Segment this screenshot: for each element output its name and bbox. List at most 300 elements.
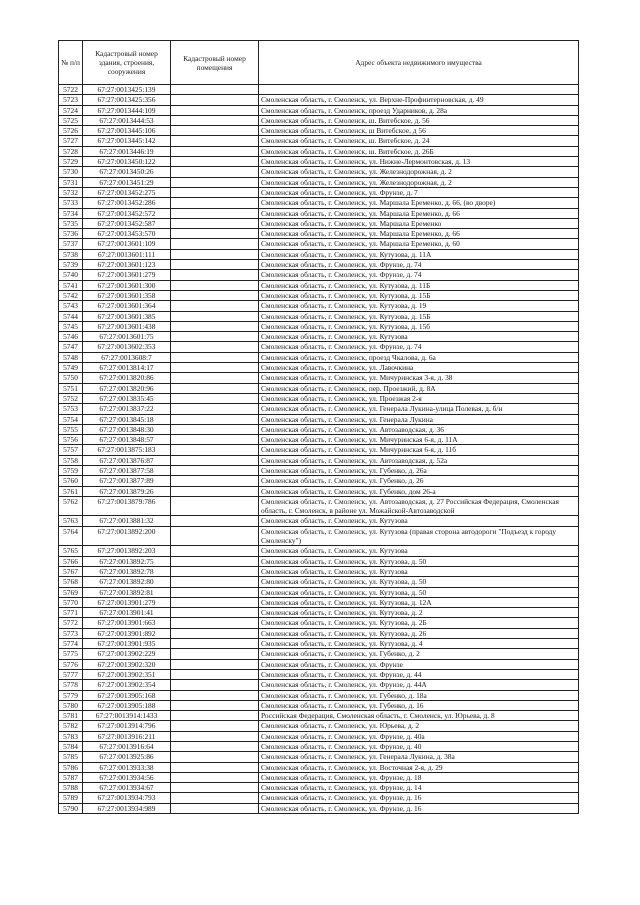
row-cadastral-building: 67:27:0013601:123 — [83, 260, 171, 270]
document-page — [58, 40, 578, 814]
row-cadastral-building: 67:27:0013934:67 — [83, 783, 171, 793]
row-number: 5761 — [59, 486, 83, 496]
row-number: 5790 — [59, 803, 83, 813]
row-number: 5748 — [59, 352, 83, 362]
table-row — [59, 404, 579, 414]
table-row — [59, 260, 579, 270]
row-address: Смоленская область, г. Смоленск, ул. Автозаводская, д. 27 Российская Федерация, Смоленская область, г. Смоленск, в районе ул. Можайской-Автозаводской — [259, 496, 579, 516]
row-cadastral-room — [171, 496, 259, 516]
table-row — [59, 280, 579, 290]
row-number: 5767 — [59, 566, 83, 576]
row-cadastral-room — [171, 404, 259, 414]
row-cadastral-building: 67:27:0013601:438 — [83, 321, 171, 331]
row-number: 5777 — [59, 669, 83, 679]
row-cadastral-building: 67:27:0013925:86 — [83, 752, 171, 762]
table-row — [59, 526, 579, 546]
row-address: Смоленская область, г. Смоленск, проезд Ударников, д. 28а — [259, 105, 579, 115]
row-number: 5789 — [59, 793, 83, 803]
row-cadastral-building: 67:27:0013902:354 — [83, 680, 171, 690]
row-address: Смоленская область, г. Смоленск, ул. Железнодорожная, д. 2 — [259, 167, 579, 177]
row-cadastral-building: 67:27:0013905:188 — [83, 700, 171, 710]
row-number: 5746 — [59, 332, 83, 342]
table-row — [59, 157, 579, 167]
table-row — [59, 126, 579, 136]
table-row — [59, 393, 579, 403]
row-address: Смоленская область, г. Смоленск, ул. Кутузова — [259, 566, 579, 576]
row-address: Смоленская область, г. Смоленск, ул. Маршала Еременко, д. 66, (во дворе) — [259, 198, 579, 208]
row-cadastral-room — [171, 229, 259, 239]
row-address: Смоленская область, г. Смоленск, ул. Кутузова, д. 4 — [259, 639, 579, 649]
row-number: 5754 — [59, 414, 83, 424]
row-number: 5750 — [59, 373, 83, 383]
row-cadastral-room — [171, 177, 259, 187]
table-row — [59, 465, 579, 475]
row-cadastral-building: 67:27:0013914:796 — [83, 721, 171, 731]
row-number: 5755 — [59, 424, 83, 434]
row-number: 5722 — [59, 85, 83, 95]
row-cadastral-room — [171, 690, 259, 700]
row-address: Смоленская область, г. Смоленск, ул. Мичуринская 6-я, д. 11А — [259, 435, 579, 445]
row-cadastral-room — [171, 680, 259, 690]
row-number: 5784 — [59, 742, 83, 752]
table-row — [59, 516, 579, 526]
row-cadastral-building: 67:27:0013933:38 — [83, 762, 171, 772]
row-address: Смоленская область, г. Смоленск, ул. Фрунзе — [259, 659, 579, 669]
table-row — [59, 649, 579, 659]
row-address: Смоленская область, г. Смоленск, ул. Фрунзе, д. 44 — [259, 669, 579, 679]
row-cadastral-room — [171, 597, 259, 607]
row-cadastral-building: 67:27:0013601:111 — [83, 249, 171, 259]
row-number: 5731 — [59, 177, 83, 187]
row-cadastral-building: 67:27:0013452:275 — [83, 187, 171, 197]
row-cadastral-room — [171, 301, 259, 311]
row-address: Смоленская область, г. Смоленск, ул. Фрунзе, д. 7 — [259, 187, 579, 197]
table-row — [59, 618, 579, 628]
row-number: 5739 — [59, 260, 83, 270]
row-address: Смоленская область, г. Смоленск, ул. Кутузова — [259, 516, 579, 526]
row-address: Смоленская область, г. Смоленск, ул. Фрунзе, д. 18 — [259, 772, 579, 782]
row-address: Смоленская область, г. Смоленск, ул. Восточная 2-я, д. 29 — [259, 762, 579, 772]
row-number: 5778 — [59, 680, 83, 690]
row-cadastral-building: 67:27:0013451:29 — [83, 177, 171, 187]
row-cadastral-room — [171, 239, 259, 249]
row-number: 5781 — [59, 711, 83, 721]
table-row — [59, 680, 579, 690]
row-number: 5763 — [59, 516, 83, 526]
row-cadastral-building: 67:27:0013934:56 — [83, 772, 171, 782]
row-number: 5780 — [59, 700, 83, 710]
row-address: Смоленская область, г. Смоленск, ул. Юрьева, д. 2 — [259, 721, 579, 731]
table-row — [59, 445, 579, 455]
row-address: Смоленская область, г. Смоленск, ул. Кутузова — [259, 546, 579, 556]
row-cadastral-building: 67:27:0013601:279 — [83, 270, 171, 280]
table-row — [59, 711, 579, 721]
row-cadastral-room — [171, 546, 259, 556]
table-row — [59, 455, 579, 465]
table-row — [59, 496, 579, 516]
row-cadastral-room — [171, 218, 259, 228]
row-address: Смоленская область, г. Смоленск, проезд Чкалова, д. 6а — [259, 352, 579, 362]
table-row — [59, 414, 579, 424]
row-number: 5723 — [59, 95, 83, 105]
row-number: 5745 — [59, 321, 83, 331]
row-cadastral-building: 67:27:0013914:1433 — [83, 711, 171, 721]
row-address: Смоленская область, г. Смоленск, ул. Автозаводская, д. 52а — [259, 455, 579, 465]
row-number: 5788 — [59, 783, 83, 793]
header-row — [59, 41, 579, 85]
table-row — [59, 742, 579, 752]
row-cadastral-building: 67:27:0013902:229 — [83, 649, 171, 659]
table-header — [59, 41, 579, 85]
row-address: Смоленская область, г. Смоленск, ул. Верхне-Профинтерновская, д. 49 — [259, 95, 579, 105]
row-number: 5768 — [59, 577, 83, 587]
row-number: 5766 — [59, 556, 83, 566]
row-address: Смоленская область, г. Смоленск, ул. Губенко, д. 18а — [259, 690, 579, 700]
table-row — [59, 731, 579, 741]
table-row — [59, 628, 579, 638]
table-row — [59, 115, 579, 125]
table-row — [59, 577, 579, 587]
row-cadastral-building: 67:27:0013450:122 — [83, 157, 171, 167]
row-cadastral-building: 67:27:0013425:139 — [83, 85, 171, 95]
table-row — [59, 249, 579, 259]
row-address: Смоленская область, г. Смоленск, ул. Кутузова, д. 50 — [259, 556, 579, 566]
row-cadastral-building: 67:27:0013934:989 — [83, 803, 171, 813]
row-address: Смоленская область, г. Смоленск, ул. Кутузова, д. 11Б — [259, 280, 579, 290]
row-cadastral-building: 67:27:0013445:106 — [83, 126, 171, 136]
row-address: Смоленская область, г. Смоленск, ул. Генерала Лукина, д. 38а — [259, 752, 579, 762]
row-address: Смоленская область, г. Смоленск, ул. Мичуринская 3-я, д. 38 — [259, 373, 579, 383]
row-cadastral-room — [171, 700, 259, 710]
row-address: Смоленская область, г. Смоленск, ул. Генерала Лукина — [259, 414, 579, 424]
row-cadastral-room — [171, 587, 259, 597]
table-row — [59, 373, 579, 383]
table-row — [59, 290, 579, 300]
row-cadastral-building: 67:27:0013934:793 — [83, 793, 171, 803]
row-cadastral-building: 67:27:0013453:570 — [83, 229, 171, 239]
row-cadastral-building: 67:27:0013452:286 — [83, 198, 171, 208]
row-cadastral-room — [171, 618, 259, 628]
row-cadastral-building: 67:27:0013452:587 — [83, 218, 171, 228]
row-address: Смоленская область, г. Смоленск, ул. Кутузова, д. 19 — [259, 301, 579, 311]
row-number: 5787 — [59, 772, 83, 782]
row-cadastral-building: 67:27:0013848:57 — [83, 435, 171, 445]
table-row — [59, 435, 579, 445]
row-address: Смоленская область, г. Смоленск, ш. Витебское, д. 56 — [259, 115, 579, 125]
row-address: Смоленская область, г. Смоленск, ул. Кутузова, д. 50 — [259, 587, 579, 597]
row-cadastral-building: 67:27:0013901:935 — [83, 639, 171, 649]
header-cadastral-building: Кадастровый номер здания, строения, сооружения — [83, 41, 171, 85]
row-number: 5757 — [59, 445, 83, 455]
row-address: Смоленская область, г. Смоленск, ул. Маршала Еременко, д. 60 — [259, 239, 579, 249]
row-cadastral-building: 67:27:0013877:89 — [83, 476, 171, 486]
row-cadastral-room — [171, 742, 259, 752]
row-address: Смоленская область, г. Смоленск, ул. Фрунзе, д. 40 — [259, 742, 579, 752]
row-number: 5770 — [59, 597, 83, 607]
row-cadastral-room — [171, 363, 259, 373]
row-cadastral-room — [171, 628, 259, 638]
row-cadastral-room — [171, 373, 259, 383]
row-number: 5742 — [59, 290, 83, 300]
row-cadastral-room — [171, 311, 259, 321]
row-cadastral-building: 67:27:0013892:75 — [83, 556, 171, 566]
row-number: 5734 — [59, 208, 83, 218]
row-number: 5729 — [59, 157, 83, 167]
row-address: Смоленская область, г. Смоленск, ул. Лавочкина — [259, 363, 579, 373]
row-cadastral-room — [171, 249, 259, 259]
header-number: № п/п — [59, 41, 83, 85]
row-cadastral-building: 67:27:0013916:211 — [83, 731, 171, 741]
table-row — [59, 608, 579, 618]
row-cadastral-room — [171, 157, 259, 167]
row-number: 5782 — [59, 721, 83, 731]
row-cadastral-building: 67:27:0013892:200 — [83, 526, 171, 546]
row-address: Смоленская область, г. Смоленск, ул. Губенко, д. 26а — [259, 465, 579, 475]
row-address: Смоленская область, г. Смоленск, ул. Кутузова, д. 15Б — [259, 290, 579, 300]
row-address: Смоленская область, г. Смоленск, ул. Кутузова — [259, 332, 579, 342]
row-address: Смоленская область, г. Смоленск, ул. Фрунзе, д. 44А — [259, 680, 579, 690]
row-cadastral-room — [171, 332, 259, 342]
row-cadastral-room — [171, 280, 259, 290]
row-cadastral-building: 67:27:0013848:30 — [83, 424, 171, 434]
table-row — [59, 424, 579, 434]
table-row — [59, 690, 579, 700]
row-cadastral-room — [171, 659, 259, 669]
row-cadastral-room — [171, 321, 259, 331]
table-row — [59, 239, 579, 249]
row-number: 5758 — [59, 455, 83, 465]
row-address: Смоленская область, г. Смоленск, ул. Кутузова (правая сторона автодороги "Подъезд к городу Смоленску") — [259, 526, 579, 546]
row-cadastral-room — [171, 290, 259, 300]
row-cadastral-room — [171, 752, 259, 762]
row-cadastral-building: 67:27:0013902:351 — [83, 669, 171, 679]
row-cadastral-building: 67:27:0013445:142 — [83, 136, 171, 146]
row-number: 5728 — [59, 146, 83, 156]
row-number: 5771 — [59, 608, 83, 618]
row-cadastral-building: 67:27:0013601:75 — [83, 332, 171, 342]
table-row — [59, 363, 579, 373]
row-cadastral-room — [171, 465, 259, 475]
table-body — [59, 85, 579, 814]
row-address: Смоленская область, г. Смоленск, ул. Фрунзе, д. 74 — [259, 342, 579, 352]
row-cadastral-building: 67:27:0013820:86 — [83, 373, 171, 383]
row-address: Смоленская область, г. Смоленск, ул. Мичуринская 6-я, д. 11б — [259, 445, 579, 455]
row-number: 5751 — [59, 383, 83, 393]
row-number: 5733 — [59, 198, 83, 208]
row-number: 5753 — [59, 404, 83, 414]
row-cadastral-room — [171, 455, 259, 465]
row-cadastral-building: 67:27:0013877:58 — [83, 465, 171, 475]
table-row — [59, 270, 579, 280]
table-row — [59, 95, 579, 105]
row-cadastral-room — [171, 136, 259, 146]
row-cadastral-building: 67:27:0013881:32 — [83, 516, 171, 526]
row-number: 5741 — [59, 280, 83, 290]
row-cadastral-building: 67:27:0013901:892 — [83, 628, 171, 638]
table-row — [59, 229, 579, 239]
row-address: Смоленская область, г. Смоленск, ул. Кутузова, д. 15б — [259, 321, 579, 331]
row-cadastral-room — [171, 566, 259, 576]
row-address: Смоленская область, г. Смоленск, ул. Автозаводская, д. 36 — [259, 424, 579, 434]
row-address: Смоленская область, г. Смоленск, ул. Губенко, д. 26 — [259, 476, 579, 486]
row-cadastral-room — [171, 711, 259, 721]
row-cadastral-room — [171, 608, 259, 618]
row-number: 5779 — [59, 690, 83, 700]
table-row — [59, 146, 579, 156]
row-address: Смоленская область, г. Смоленск, ул. Кутузова, д. 2Б — [259, 618, 579, 628]
row-address: Смоленская область, г. Смоленск, ул. Фрунзе, д. 74 — [259, 270, 579, 280]
table-row — [59, 700, 579, 710]
row-cadastral-building: 67:27:0013444:53 — [83, 115, 171, 125]
row-number: 5776 — [59, 659, 83, 669]
row-cadastral-building: 67:27:0013450:26 — [83, 167, 171, 177]
row-cadastral-room — [171, 803, 259, 813]
row-address: Смоленская область, г. Смоленск, ул. Маршала Еременко, д. 66 — [259, 208, 579, 218]
row-number: 5759 — [59, 465, 83, 475]
row-number: 5738 — [59, 249, 83, 259]
row-cadastral-room — [171, 424, 259, 434]
row-cadastral-building: 67:27:0013892:78 — [83, 566, 171, 576]
row-cadastral-building: 67:27:0013452:572 — [83, 208, 171, 218]
row-address: Смоленская область, г. Смоленск, ул. Кутузова, д. 15Б — [259, 311, 579, 321]
table-row — [59, 476, 579, 486]
row-number: 5737 — [59, 239, 83, 249]
table-row — [59, 669, 579, 679]
row-address: Смоленская область, г. Смоленск, ул. Железнодорожная, д. 2 — [259, 177, 579, 187]
row-cadastral-building: 67:27:0013444:109 — [83, 105, 171, 115]
table-row — [59, 566, 579, 576]
row-cadastral-building: 67:27:0013814:17 — [83, 363, 171, 373]
table-row — [59, 198, 579, 208]
table-row — [59, 752, 579, 762]
row-cadastral-room — [171, 126, 259, 136]
row-cadastral-room — [171, 260, 259, 270]
table-row — [59, 803, 579, 813]
row-cadastral-room — [171, 342, 259, 352]
row-cadastral-room — [171, 208, 259, 218]
table-row — [59, 659, 579, 669]
row-cadastral-room — [171, 783, 259, 793]
row-cadastral-room — [171, 772, 259, 782]
row-number: 5769 — [59, 587, 83, 597]
row-cadastral-building: 67:27:0013892:80 — [83, 577, 171, 587]
row-address: Смоленская область, г. Смоленск, ул. Кутузова, д. 12А — [259, 597, 579, 607]
row-number: 5762 — [59, 496, 83, 516]
row-address: Смоленская область, г. Смоленск, ш. Витебское, д. 24 — [259, 136, 579, 146]
row-cadastral-building: 67:27:0013876:87 — [83, 455, 171, 465]
row-cadastral-building: 67:27:0013879:26 — [83, 486, 171, 496]
row-cadastral-room — [171, 762, 259, 772]
row-cadastral-building: 67:27:0013601:358 — [83, 290, 171, 300]
table-row — [59, 587, 579, 597]
table-row — [59, 105, 579, 115]
row-cadastral-room — [171, 556, 259, 566]
row-cadastral-building: 67:27:0013837:22 — [83, 404, 171, 414]
row-number: 5772 — [59, 618, 83, 628]
row-number: 5725 — [59, 115, 83, 125]
property-table — [58, 40, 579, 814]
row-cadastral-room — [171, 577, 259, 587]
row-cadastral-room — [171, 435, 259, 445]
row-cadastral-room — [171, 793, 259, 803]
row-cadastral-building: 67:27:0013835:45 — [83, 393, 171, 403]
row-cadastral-building: 67:27:0013901:663 — [83, 618, 171, 628]
row-cadastral-building: 67:27:0013901:279 — [83, 597, 171, 607]
table-row — [59, 721, 579, 731]
table-row — [59, 301, 579, 311]
row-number: 5730 — [59, 167, 83, 177]
row-address: Смоленская область, г. Смоленск, ул. Маршала Еременко, д. 66 — [259, 229, 579, 239]
row-number: 5735 — [59, 218, 83, 228]
row-number: 5747 — [59, 342, 83, 352]
row-address: Смоленская область, г. Смоленск, ул. Губенко, дом 26-а — [259, 486, 579, 496]
table-row — [59, 352, 579, 362]
table-row — [59, 772, 579, 782]
row-cadastral-building: 67:27:0013601:364 — [83, 301, 171, 311]
row-number: 5744 — [59, 311, 83, 321]
row-address: Смоленская область, г. Смоленск, ул. Маршала Еременко — [259, 218, 579, 228]
row-number: 5765 — [59, 546, 83, 556]
row-cadastral-building: 67:27:0013601:300 — [83, 280, 171, 290]
row-number: 5786 — [59, 762, 83, 772]
header-address: Адрес объекта недвижимого имущества — [259, 41, 579, 85]
row-address: Смоленская область, г. Смоленск, ул. Фрунзе, д. 40а — [259, 731, 579, 741]
row-cadastral-room — [171, 669, 259, 679]
row-cadastral-building: 67:27:0013845:18 — [83, 414, 171, 424]
row-number: 5752 — [59, 393, 83, 403]
row-cadastral-room — [171, 270, 259, 280]
row-cadastral-room — [171, 187, 259, 197]
row-cadastral-building: 67:27:0013608:7 — [83, 352, 171, 362]
row-number: 5773 — [59, 628, 83, 638]
row-cadastral-room — [171, 393, 259, 403]
table-row — [59, 187, 579, 197]
table-row — [59, 639, 579, 649]
table-row — [59, 383, 579, 393]
table-row — [59, 332, 579, 342]
row-cadastral-room — [171, 414, 259, 424]
row-address: Смоленская область, г. Смоленск, ш Витебское, д 56 — [259, 126, 579, 136]
table-row — [59, 546, 579, 556]
row-number: 5774 — [59, 639, 83, 649]
row-cadastral-room — [171, 146, 259, 156]
table-row — [59, 177, 579, 187]
row-number: 5764 — [59, 526, 83, 546]
row-cadastral-room — [171, 445, 259, 455]
row-number: 5783 — [59, 731, 83, 741]
row-address: Смоленская область, г. Смоленск, ул. Кутузова, д. 50 — [259, 577, 579, 587]
row-cadastral-building: 67:27:0013905:168 — [83, 690, 171, 700]
row-cadastral-building: 67:27:0013892:203 — [83, 546, 171, 556]
row-cadastral-room — [171, 526, 259, 546]
row-number: 5740 — [59, 270, 83, 280]
row-address: Смоленская область, г. Смоленск, ул. Кутузова, д. 26 — [259, 628, 579, 638]
row-number: 5775 — [59, 649, 83, 659]
row-address: Смоленская область, г. Смоленск, ш. Витебское, д. 26Б — [259, 146, 579, 156]
row-address — [259, 85, 579, 95]
row-cadastral-room — [171, 639, 259, 649]
row-cadastral-room — [171, 486, 259, 496]
row-cadastral-room — [171, 85, 259, 95]
row-cadastral-room — [171, 115, 259, 125]
row-address: Смоленская область, г. Смоленск, ул. Проезжая 2-я — [259, 393, 579, 403]
row-cadastral-building: 67:27:0013602:353 — [83, 342, 171, 352]
row-cadastral-room — [171, 731, 259, 741]
row-cadastral-room — [171, 516, 259, 526]
row-cadastral-room — [171, 476, 259, 486]
row-address: Смоленская область, г. Смоленск, ул. Губенко, д. 16 — [259, 700, 579, 710]
row-cadastral-room — [171, 352, 259, 362]
